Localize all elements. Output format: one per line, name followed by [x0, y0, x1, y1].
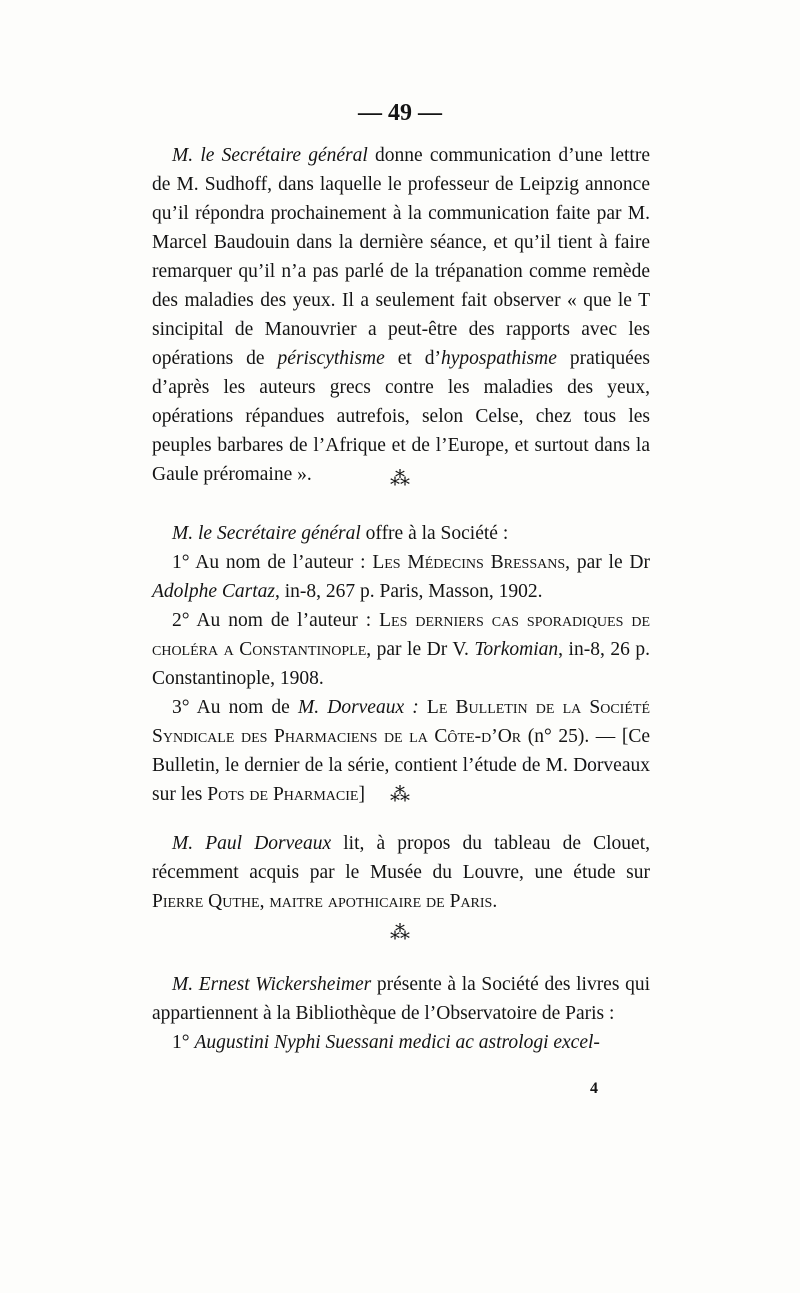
- speaker-name: M. le Secrétaire général: [172, 145, 368, 166]
- author-name: Torkomian: [474, 639, 559, 660]
- paragraph-wickersheimer: [152, 970, 650, 1057]
- paragraph-offerings: [152, 519, 650, 809]
- speaker-name: M. Ernest Wickersheimer: [172, 974, 372, 995]
- paragraph-dorveaux-reading: M. Paul Dorveaux lit, à propos du tableau de Clouet, récemment acquis par le Musée du Louvre, une étude sur Pierre Quthe, maitre apothicaire de Paris.: [152, 833, 650, 912]
- asterism-divider: ⁂: [390, 784, 410, 806]
- asterism-divider: ⁂: [390, 468, 410, 490]
- asterism-divider: ⁂: [390, 922, 410, 944]
- body-text: présente à la Société des livres qui appartiennent à la Bibliothèque de l’Observatoire de Paris :: [152, 974, 650, 1024]
- body-text: lit, à propos du tableau de Clouet, récemment acquis par le Musée du Louvre, une étude sur: [152, 833, 650, 883]
- book-title: Augustini Nyphi Suessani medici ac astrologi excel-: [194, 1032, 600, 1053]
- term-periscythisme: périscythisme: [277, 348, 385, 369]
- book-title: Les derniers cas sporadiques de choléra a Constantinople: [152, 610, 650, 660]
- body-text: offre à la Société :: [360, 523, 509, 544]
- book-title: Le Bulletin de la Société Syndicale des Pharmaciens de la Côte-d’Or: [152, 697, 650, 747]
- list-item: 2° Au nom de l’auteur : Les derniers cas sporadiques de choléra a Constantinople, par le Dr V. Torkomian, in-8, 26 p. Constantinople, 1908.: [152, 610, 650, 689]
- term-hypospathisme: hypospathisme: [441, 348, 557, 369]
- study-title: Pierre Quthe, maitre apothicaire de Paris: [152, 891, 493, 912]
- book-title: Les Médecins Bressans: [372, 552, 566, 573]
- author-name: M. Dorveaux :: [297, 697, 419, 718]
- author-name: Adolphe Cartaz: [152, 581, 275, 602]
- body-text: pratiquées d’après les auteurs grecs contre les maladies des yeux, opérations répandues autrefois, selon Celse, chez tous les peuples barbares de l’Afrique et de l’Europe, et surtout dans la Gaule préromaine ».: [152, 348, 650, 485]
- paragraph-sudhoff-letter: [152, 141, 650, 489]
- speaker-name: M. le Secrétaire général: [172, 523, 361, 544]
- speaker-name: M. Paul Dorveaux: [172, 833, 332, 854]
- page-number: — 49 —: [358, 100, 442, 126]
- list-item: 3° Au nom de M. Dorveaux : Le Bulletin de la Société Syndicale des Pharmaciens de la Côte-d’Or (n° 25). — [Ce Bulletin, le dernier de la série, contient l’étude de M. Dorveaux sur les Pots de Pharmacie]: [152, 697, 650, 805]
- body-text: donne communication d’une lettre de M. Sudhoff, dans laquelle le professeur de Leipzig annonce qu’il répondra prochainement à la communication faite par M. Marcel Baudouin dans la dernière séance, et qu’il tient à faire remarquer qu’il n’a pas parlé de la trépanation comme remède des maladies des yeux. Il a seulement fait observer « que le T sincipital de Manouvrier a peut-être des rapports avec les opérations de: [152, 145, 650, 369]
- body-text: et d’: [384, 348, 441, 369]
- study-title: Pots de Pharmacie: [207, 784, 359, 805]
- signature-mark: 4: [590, 1080, 598, 1097]
- list-item: 1° Au nom de l’auteur : Les Médecins Bressans, par le Dr Adolphe Cartaz, in-8, 267 p. Paris, Masson, 1902.: [152, 552, 650, 602]
- list-item: 1° Augustini Nyphi Suessani medici ac astrologi excel-: [172, 1032, 600, 1053]
